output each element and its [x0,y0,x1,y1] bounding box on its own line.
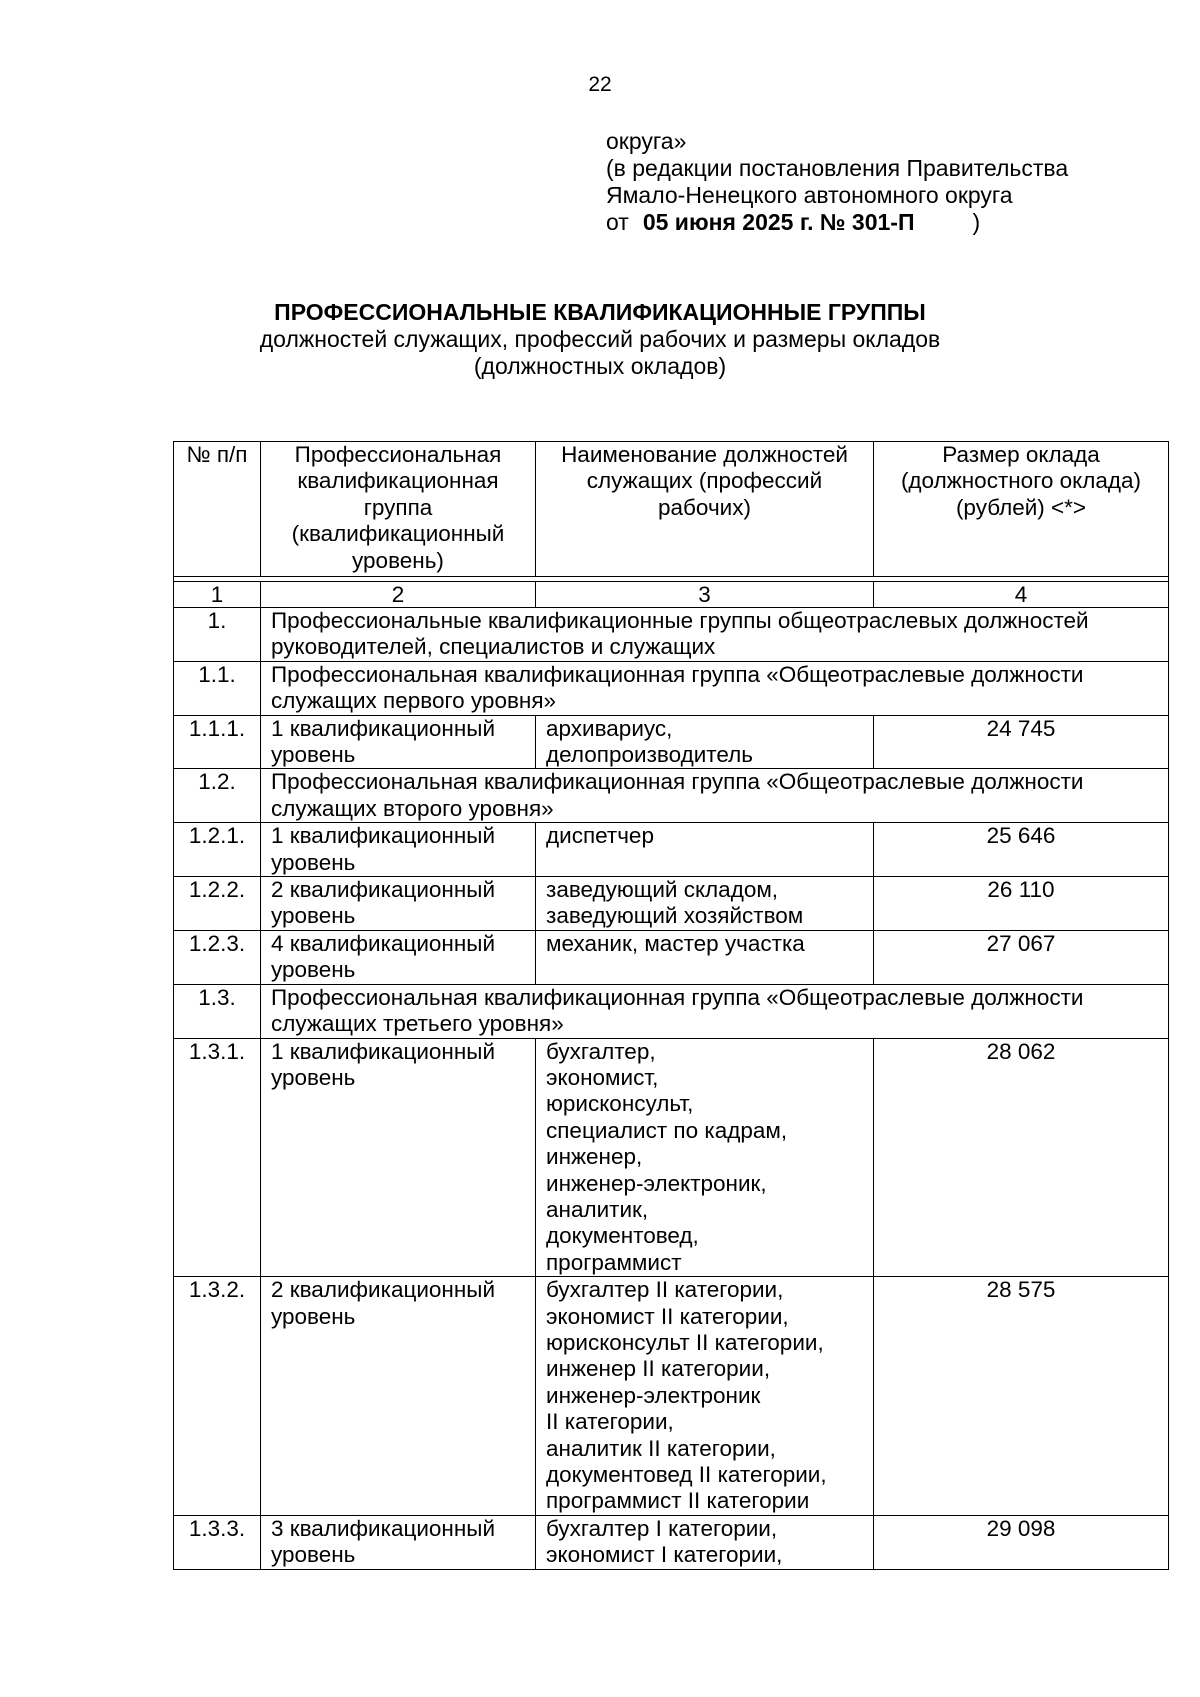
position-name: архивариус, [546,715,673,741]
qualification-level: 3 квалификационный уровень [261,1515,536,1569]
column-number-1: 1 [174,582,261,608]
section-title: Профессиональная квалификационная группа «Общеотраслевые должности служащих второго уровня» [261,769,1169,823]
table-row [174,930,1169,984]
position-name: II категории, [546,1409,674,1435]
header-number: № п/п [174,442,261,577]
qualification-level: 1 квалификационный уровень [261,715,536,769]
row-number: 1.1. [174,661,261,715]
header-group: Профессиональная квалификационная группа (квалификационный уровень) [261,442,536,577]
qualification-level: 2 квалификационный уровень [261,1277,536,1516]
qualification-level: 1 квалификационный уровень [261,1038,536,1277]
table-row [174,823,1169,877]
amendment-line-4 [606,209,1166,236]
table-body [174,608,1169,1570]
row-number: 1.2.1. [174,823,261,877]
salary-amount: 29 098 [874,1515,1169,1569]
position-name: экономист I категории, [546,1542,783,1568]
positions-cell [536,877,874,931]
section-row [174,769,1169,823]
salary-amount: 25 646 [874,823,1169,877]
from-label: от [606,209,629,235]
table-row [174,877,1169,931]
amendment-note [606,128,1166,236]
amendment-line-1: округа» [606,128,687,154]
section-row [174,608,1169,662]
position-name: делопроизводитель [546,742,753,768]
section-row [174,984,1169,1038]
salary-amount: 27 067 [874,930,1169,984]
qualification-level: 1 квалификационный уровень [261,823,536,877]
document-subtitle-line-1: должностей служащих, профессий рабочих и размеры окладов [259,326,941,352]
column-number-4: 4 [874,582,1169,608]
position-name: программист [546,1249,682,1275]
row-number: 1.3.1. [174,1038,261,1277]
column-number-2: 2 [261,582,536,608]
row-number: 1.3. [174,984,261,1038]
row-number: 1.2. [174,769,261,823]
position-name: инженер, [546,1144,643,1170]
position-name: бухгалтер I категории, [546,1515,778,1541]
position-name: аналитик, [546,1196,649,1222]
position-name: юрисконсульт II категории, [546,1329,824,1355]
position-name: программист II категории [546,1488,810,1514]
position-name: бухгалтер II категории, [546,1277,784,1303]
salary-table [173,441,1169,1570]
salary-amount: 24 745 [874,715,1169,769]
positions-cell [536,1515,874,1569]
table-header-row [174,442,1169,577]
positions-cell [536,1038,874,1277]
close-paren: ) [972,209,981,235]
section-title: Профессиональная квалификационная группа «Общеотраслевые должности служащих первого уровня» [261,661,1169,715]
qualification-level: 2 квалификационный уровень [261,877,536,931]
table-row [174,1277,1169,1516]
column-numbers-row [174,582,1169,608]
amendment-line-3: Ямало-Ненецкого автономного округа [606,182,1013,208]
section-title: Профессиональная квалификационная группа «Общеотраслевые должности служащих третьего уровня» [261,984,1169,1038]
section-row [174,661,1169,715]
position-name: специалист по кадрам, [546,1117,788,1143]
document-title: ПРОФЕССИОНАЛЬНЫЕ КВАЛИФИКАЦИОННЫЕ ГРУППЫ [274,299,926,325]
position-name: экономист II категории, [546,1303,789,1329]
table-row [174,1515,1169,1569]
salary-amount: 28 575 [874,1277,1169,1516]
document-heading [0,299,1200,380]
salary-amount: 26 110 [874,877,1169,931]
table-row [174,715,1169,769]
section-title: Профессиональные квалификационные группы общеотраслевых должностей руководителей, специалистов и служащих [261,608,1169,662]
position-name: инженер II категории, [546,1356,771,1382]
position-name: инженер-электроник [546,1382,761,1408]
position-name: бухгалтер, [546,1038,656,1064]
position-name: механик, мастер участка [546,930,805,956]
row-number: 1. [174,608,261,662]
row-number: 1.2.3. [174,930,261,984]
header-positions: Наименование должностей служащих (профессий рабочих) [536,442,874,577]
positions-cell [536,823,874,877]
column-number-3: 3 [536,582,874,608]
header-salary: Размер оклада (должностного оклада) (рублей) <*> [874,442,1169,577]
positions-cell [536,930,874,984]
position-name: заведующий хозяйством [546,903,804,929]
document-subtitle-line-2: (должностных окладов) [473,353,727,379]
amendment-line-2: (в редакции постановления Правительства [606,155,1069,181]
position-name: документовед II категории, [546,1462,827,1487]
positions-cell [536,715,874,769]
position-name: заведующий складом, [546,877,779,903]
decree-date: 05 июня 2025 г. № 301-П [642,209,915,235]
salary-amount: 28 062 [874,1038,1169,1277]
row-number: 1.3.3. [174,1515,261,1569]
position-name: диспетчер [546,823,654,849]
qualification-level: 4 квалификационный уровень [261,930,536,984]
row-number: 1.1.1. [174,715,261,769]
row-number: 1.2.2. [174,877,261,931]
position-name: инженер-электроник, [546,1170,767,1196]
positions-cell [536,1277,874,1516]
table-row [174,1038,1169,1277]
row-number: 1.3.2. [174,1277,261,1516]
position-name: документовед, [546,1223,699,1249]
position-name: аналитик II категории, [546,1435,776,1461]
position-name: юрисконсульт, [546,1091,694,1117]
page-number: 22 [588,73,612,96]
position-name: экономист, [546,1064,659,1090]
